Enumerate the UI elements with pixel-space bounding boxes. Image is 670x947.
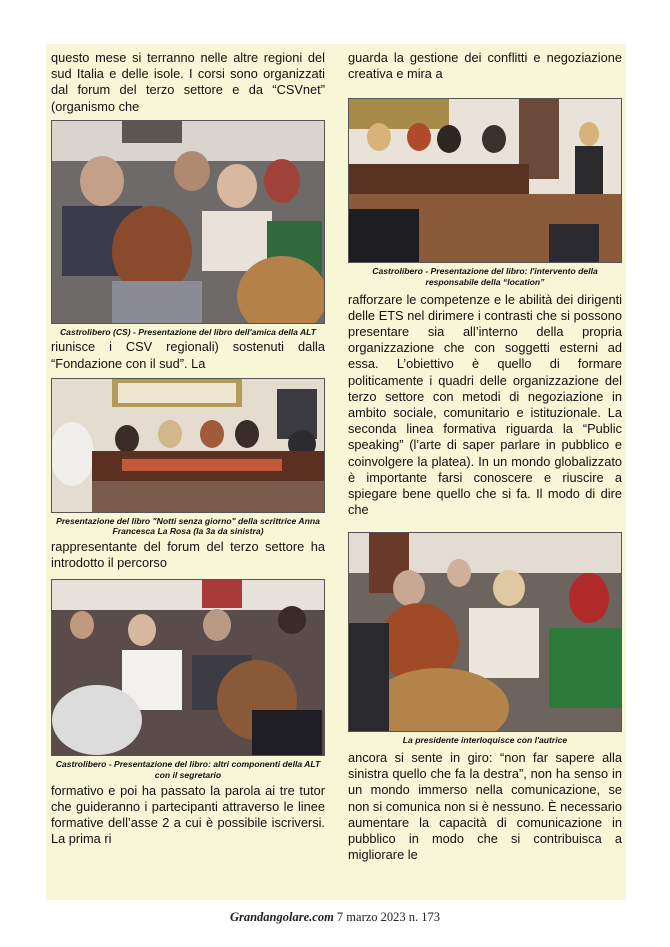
- footer-brand: Grandangolare.com: [229, 910, 334, 924]
- page-panel: [46, 44, 626, 900]
- photo-caption: La presidente interloquisce con l'autrice: [402, 735, 568, 746]
- photo-caption: Castrolibero (CS) - Presentazione del libro dell'amica della ALT: [59, 326, 317, 337]
- photo-caption: Presentazione del libro "Notti senza giorno" della scrittrice Anna Francesca La Rosa (la 3a da sinistra): [56, 515, 320, 537]
- photo-audience-book-presentation: [51, 120, 325, 324]
- paragraph: questo mese si terranno nelle altre regioni del sud Italia e delle isole. I corsi sono organizzati dal forum del terzo settore e da “CSVnet” (organismo che: [51, 50, 325, 114]
- paragraph: rappresentante del forum del terzo settore ha introdotto il percorso: [51, 539, 325, 571]
- left-column: [51, 44, 325, 847]
- paragraph: guarda la gestione dei conflitti e negoziazione creativa e mira a: [348, 50, 622, 82]
- photo-image: [52, 580, 324, 755]
- paragraph: formativo e poi ha passato la parola ai tre tutor che guideranno i partecipanti attraverso le linee formative dell’asse 2 a cui è possibile iscriversi. La prima ri: [51, 782, 325, 847]
- photo-image: [349, 99, 621, 262]
- photo-image: [52, 379, 324, 512]
- paragraph: ancora si sente in giro: “non far sapere alla sinistra quello che fa la destra”, non ha senso in un mondo immerso nella comunicazione, se non si comunica non si è nessuno. È necessario aumentare la capacità di comunicazione in pubblico in modo che si contribuisca a migliorare le: [348, 750, 622, 863]
- photo-caption: Castrolibero - Presentazione del libro: l'intervento della responsabile della “location”: [372, 266, 598, 287]
- page-footer: [0, 910, 670, 925]
- photo-caption: Castrolibero - Presentazione del libro: altri componenti della ALT con il segretario: [55, 759, 321, 780]
- photo-alt-members: [51, 579, 325, 756]
- right-column: [348, 44, 622, 863]
- photo-president-author: [348, 532, 622, 732]
- photo-image: [52, 121, 324, 323]
- paragraph: riunisce i CSV regionali) sostenuti dalla “Fondazione con il sud”. La: [51, 339, 325, 371]
- photo-location-speaker: [348, 98, 622, 263]
- footer-issue: 7 marzo 2023 n. 173: [333, 910, 441, 924]
- paragraph: rafforzare le competenze e le abilità dei dirigenti delle ETS nel dirimere i contrasti che si possono presentare sia all’interno della propria organizzazione che con soggetti esterni ad essa. L’obiettivo è quello di formare politicamente i quadri delle organizzazione del terzo settore con metodi di negoziazione in ambito sociale, comunitario e istituzionale. La seconda linea formativa riguarda la “Public speaking” (l’arte di saper parlare in pubblico e coinvolgere la platea). In un mondo globalizzato è importante farsi conoscere e riuscire a spiegare bene quello che si fa. Il modo di dire che: [348, 291, 622, 518]
- photo-image: [349, 533, 621, 731]
- photo-authors-table: [51, 378, 325, 513]
